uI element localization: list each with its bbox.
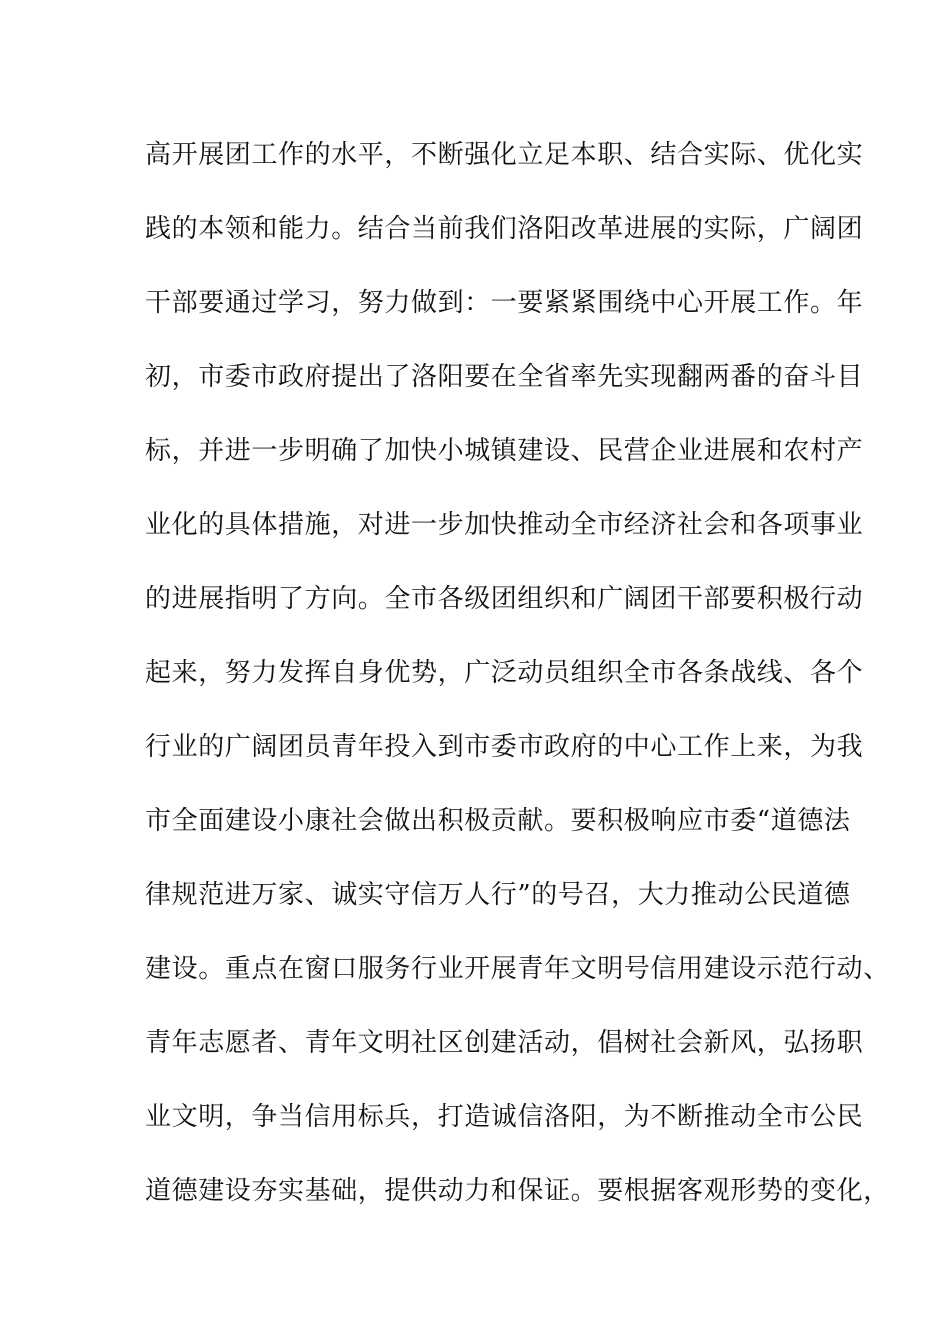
text-line: 律规范进万家、诚实守信万人行”的号召，大力推动公民道德 <box>145 880 851 910</box>
text-line: 市全面建设小康社会做出积极贡献。要积极响应市委“道德法 <box>145 806 851 836</box>
text-line: 的进展指明了方向。全市各级团组织和广阔团干部要积极行动 <box>145 584 864 614</box>
text-line: 道德建设夯实基础，提供动力和保证。要根据客观形势的变化， <box>145 1176 890 1206</box>
text-line: 标，并进一步明确了加快小城镇建设、民营企业进展和农村产 <box>145 436 864 466</box>
text-line: 初，市委市政府提出了洛阳要在全省率先实现翻两番的奋斗目 <box>145 362 864 392</box>
text-line: 起来，努力发挥自身优势，广泛动员组织全市各条战线、各个 <box>145 658 864 688</box>
text-line: 业文明，争当信用标兵，打造诚信洛阳，为不断推动全市公民 <box>145 1102 864 1132</box>
body-text <box>145 135 890 1245</box>
text-line: 行业的广阔团员青年投入到市委市政府的中心工作上来，为我 <box>145 732 864 762</box>
text-line: 青年志愿者、青年文明社区创建活动，倡树社会新风，弘扬职 <box>145 1028 864 1058</box>
text-line: 高开展团工作的水平，不断强化立足本职、结合实际、优化实 <box>145 140 864 170</box>
text-line: 建设。重点在窗口服务行业开展青年文明号信用建设示范行动、 <box>145 954 890 984</box>
text-line: 业化的具体措施，对进一步加快推动全市经济社会和各项事业 <box>145 510 864 540</box>
text-line: 践的本领和能力。结合当前我们洛阳改革进展的实际，广阔团 <box>145 214 864 244</box>
text-line: 干部要通过学习，努力做到：一要紧紧围绕中心开展工作。年 <box>145 288 864 318</box>
